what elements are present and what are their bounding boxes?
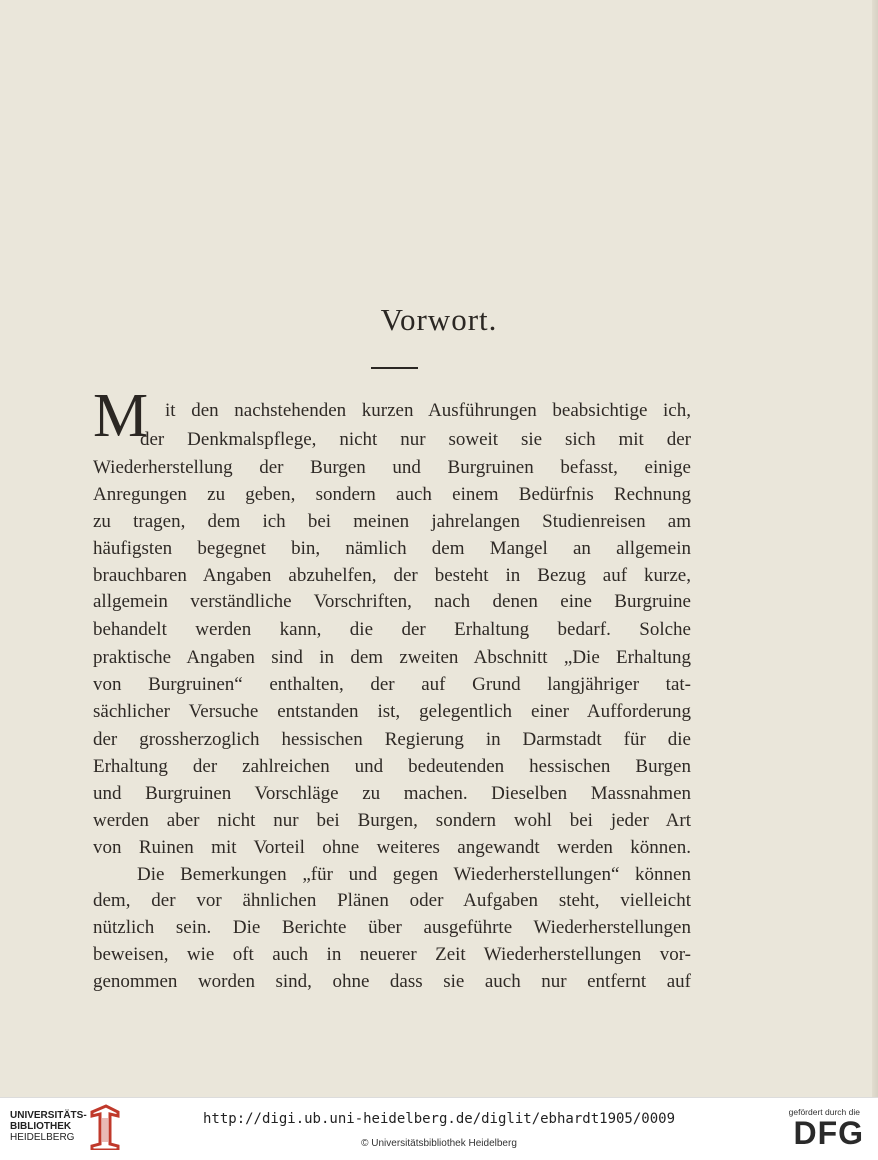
text-line: brauchbaren Angaben abzuhelfen, der besteht in Bezug auf kurze, bbox=[93, 565, 691, 586]
copyright-notice: © Universitätsbibliothek Heidelberg bbox=[361, 1138, 517, 1149]
page-edge bbox=[872, 0, 878, 1097]
text-line: werden aber nicht nur bei Burgen, sondern wohl bei jeder Art bbox=[93, 810, 691, 831]
text-line: von Burgruinen“ enthalten, der auf Grund langjähriger tat- bbox=[93, 674, 691, 695]
text-line: von Ruinen mit Vorteil ohne weiteres angewandt werden können. bbox=[93, 837, 691, 858]
library-line: BIBLIOTHEK bbox=[10, 1121, 72, 1132]
drop-cap: M bbox=[93, 382, 149, 450]
text-line: Wiederherstellung der Burgen und Burgruinen befasst, einige bbox=[93, 457, 691, 478]
dfg-logo: DFG bbox=[793, 1115, 864, 1151]
permalink-url[interactable]: http://digi.ub.uni-heidelberg.de/diglit/ebhardt1905/0009 bbox=[202, 1111, 675, 1127]
text-line: Die Bemerkungen „für und gegen Wiederherstellungen“ können bbox=[137, 864, 691, 885]
text-line: beweisen, wie oft auch in neuerer Zeit Wiederherstellungen vor- bbox=[93, 944, 691, 965]
library-line: UNIVERSITÄTS- bbox=[10, 1110, 87, 1121]
text-line: sächlicher Versuche entstanden ist, gelegentlich einer Aufforderung bbox=[93, 701, 691, 722]
text-line: häufigsten begegnet bin, nämlich dem Mangel an allgemein bbox=[93, 538, 691, 559]
page-title: Vorwort. bbox=[380, 302, 498, 337]
title-divider bbox=[371, 367, 418, 369]
text-line: it den nachstehenden kurzen Ausführungen beabsichtige ich, bbox=[165, 400, 691, 421]
text-line: dem, der vor ähnlichen Plänen oder Aufgaben steht, vielleicht bbox=[93, 890, 691, 911]
text-line: Erhaltung der zahlreichen und bedeutenden hessischen Burgen bbox=[93, 756, 691, 777]
text-line: zu tragen, dem ich bei meinen jahrelangen Studienreisen am bbox=[93, 511, 691, 532]
text-line: nützlich sein. Die Berichte über ausgeführte Wiederherstellungen bbox=[93, 917, 691, 938]
text-line: und Burgruinen Vorschläge zu machen. Dieselben Massnahmen bbox=[93, 783, 691, 804]
text-line: allgemein verständliche Vorschriften, nach denen eine Burgruine bbox=[93, 591, 691, 612]
viewer-footer bbox=[0, 1097, 878, 1160]
text-line: der grossherzoglich hessischen Regierung in Darmstadt für die bbox=[93, 729, 691, 750]
library-line: HEIDELBERG bbox=[10, 1132, 75, 1143]
text-line: Anregungen zu geben, sondern auch einem Bedürfnis Rechnung bbox=[93, 484, 691, 505]
text-line: der Denkmalspflege, nicht nur soweit sie sich mit der bbox=[140, 429, 691, 450]
text-line: praktische Angaben sind in dem zweiten Abschnitt „Die Erhaltung bbox=[93, 647, 691, 668]
funded-by-label: gefördert durch die bbox=[788, 1107, 860, 1117]
text-line: behandelt werden kann, die der Erhaltung bedarf. Solche bbox=[93, 619, 691, 640]
text-line: genommen worden sind, ohne dass sie auch nur entfernt auf bbox=[93, 971, 691, 992]
